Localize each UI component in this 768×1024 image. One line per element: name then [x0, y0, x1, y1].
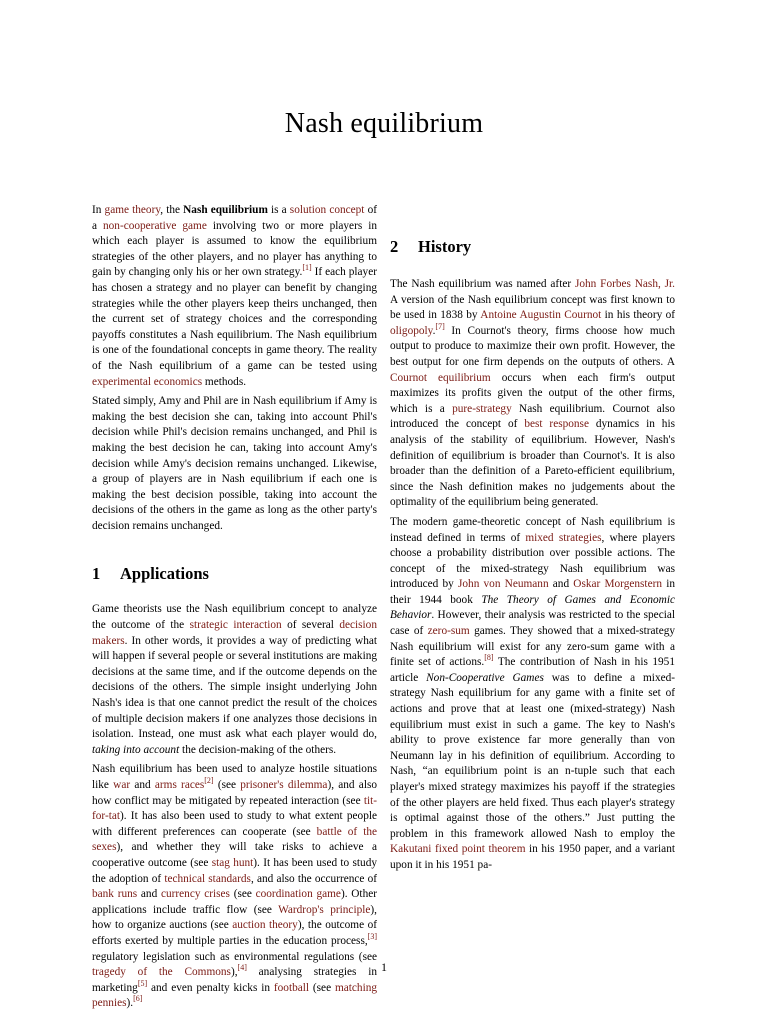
- link-cournot-equilibrium[interactable]: Cournot equilibrium: [390, 371, 491, 384]
- bold-term: Nash equilibrium: [183, 204, 268, 216]
- link-prisoners-dilemma[interactable]: prisoner's dilemma: [240, 779, 328, 791]
- link-john-forbes-nash[interactable]: John Forbes Nash, Jr.: [574, 278, 676, 290]
- link-arms-races[interactable]: arms races: [154, 779, 205, 791]
- link-john-von-neumann[interactable]: John von Neumann: [458, 578, 549, 591]
- link-auction-theory[interactable]: auction theory: [232, 919, 298, 932]
- link-decision-makers[interactable]: decision makers: [92, 619, 377, 647]
- citation-8[interactable]: [8]: [484, 653, 494, 663]
- link-pure-strategy[interactable]: pure-strategy: [452, 402, 512, 415]
- link-solution-concept[interactable]: solution concept: [289, 204, 365, 216]
- intro-paragraph-2: Stated simply, Amy and Phil are in Nash equilibrium if Amy is making the best decision she can, taking into account Phil's decision while Phil's decision remains unchanged, and Phil is making the best decision he can, taking into account Amy's decision while Amy's decision remains unchanged. Likewise, a group of players are in Nash equilibrium if each one is making the best decision possible, taking into account the decisions of the others in the game as long as the other party's decision remains unchanged.: [92, 395, 377, 532]
- citation-2[interactable]: [2]: [204, 776, 214, 785]
- history-paragraph-1: The Nash equilibrium was named after John Forbes Nash, Jr. A version of the Nash equilibrium concept was first known to be used in 1838 by Antoine Augustin Cournot in his theory of oligopoly.[7] In Cournot's theory, firms choose how much output to produce to maximize their own profit. However, the best output for one firm depends on the outputs of others. A Cournot equilibrium occurs when each firm's output maximizes its profits given the output of the other firms, which is a pure-strategy Nash equilibrium. Cournot also introduced the concept of best response dynamics in his analysis of the stability of equilibrium. However, Nash's definition of equilibrium is broader than Cournot's. It is also broader than the definition of a Pareto-efficient equilibrium, since the Nash definition makes no judgements about the optimality of the equilibrium being generated.: [390, 278, 676, 509]
- history-paragraph-2: The modern game-theoretic concept of Nash equilibrium is instead defined in terms of mixed strategies, where players choose a probability distribution over possible actions. The concept of the mixed-strategy Nash equilibrium was introduced by John von Neumann and Oskar Morgenstern in their 1944 book The Theory of Games and Economic Behavior. However, their analysis was restricted to the special case of zero-sum games. They showed that a mixed-strategy Nash equilibrium will exist for any zero-sum game with a finite set of actions.[8] The contribution of Nash in his 1951 article Non-Cooperative Games was to define a mixed-strategy Nash equilibrium for any game with a finite set of actions and prove that at least one (mixed-strategy) Nash equilibrium must exist in such a game. The key to Nash's ability to prove existence far more generally than von Neumann lay in his definition of equilibrium. According to Nash, “an equilibrium point is an n-tuple such that each player's mixed strategy maximizes his payoff if the strategies of the other players are held fixed. Thus each player's strategy is optimal against those of the others.” Just putting the problem in this framework allowed Nash to employ the Kakutani fixed point theorem in his 1950 paper, and a variant upon it in his 1951 pa-: [390, 515, 676, 871]
- link-football[interactable]: football: [273, 981, 310, 994]
- link-technical-standards[interactable]: technical standards: [164, 872, 251, 885]
- link-matching-pennies[interactable]: matching pennies: [92, 981, 378, 1010]
- link-mixed-strategies[interactable]: mixed strategies: [525, 531, 602, 544]
- link-tit-for-tat[interactable]: tit-for-tat: [92, 794, 377, 823]
- citation-3[interactable]: [3]: [367, 931, 377, 941]
- citation-4[interactable]: [4]: [237, 963, 247, 973]
- link-strategic-interaction[interactable]: strategic interaction: [189, 619, 282, 632]
- link-war[interactable]: war: [113, 779, 131, 791]
- link-antoine-augustin-cournot[interactable]: Antoine Augustin Cournot: [480, 309, 602, 322]
- link-oligopoly[interactable]: oligopoly: [390, 324, 433, 337]
- page-title: Nash equilibrium: [284, 108, 484, 139]
- link-zero-sum[interactable]: zero-sum: [427, 625, 470, 638]
- link-game-theory[interactable]: game theory: [104, 204, 161, 216]
- link-currency-crises[interactable]: currency crises: [160, 888, 230, 901]
- citation-6[interactable]: [6]: [133, 994, 143, 1004]
- page-number: 1: [381, 960, 387, 974]
- link-non-cooperative-game[interactable]: non-cooperative game: [103, 219, 207, 232]
- link-best-response[interactable]: best response: [524, 418, 589, 431]
- link-coordination-game[interactable]: coordination game: [255, 888, 341, 901]
- link-experimental-economics[interactable]: experimental economics: [92, 375, 203, 388]
- left-column: [92, 203, 377, 1016]
- italic-book-title: The Theory of Games and Economic Behavior: [390, 593, 675, 622]
- citation-5[interactable]: [5]: [137, 978, 148, 988]
- italic-article-title: Non-Cooperative Games: [426, 671, 544, 684]
- applications-paragraph-2: Nash equilibrium has been used to analyze hostile situations like war and arms races[2] (see prisoner's dilemma), and also how conflict may be mitigated by repeated interaction (see tit-for-tat). It has also been used to study to what extent people with different preferences can cooperate (see battle of the sexes), and whether they will take risks to achieve a cooperative outcome (see stag hunt). It has been used to study the adoption of technical standards, and also the occurrence of bank runs and currency crises (see coordination game). Other applications include traffic flow (see Wardrop's principle), how to organize auctions (see auction theory), the outcome of efforts exerted by multiple parties in the education process,[3] regulatory legislation such as environmental regulations (see tragedy of the Commons),[4] analysing strategies in marketing[5] and even penalty kicks in football (see matching pennies).[6]: [92, 763, 378, 1010]
- link-battle-of-the-sexes[interactable]: battle of the sexes: [92, 825, 378, 854]
- link-wardrops-principle[interactable]: Wardrop's principle: [278, 903, 371, 916]
- link-bank-runs[interactable]: bank runs: [92, 888, 138, 901]
- link-oskar-morgenstern[interactable]: Oskar Morgenstern: [573, 578, 662, 591]
- link-kakutani-fixed-point-theorem[interactable]: Kakutani fixed point theorem: [390, 843, 526, 856]
- section-heading-history: 2 History: [390, 237, 472, 256]
- citation-1[interactable]: [1]: [302, 263, 312, 273]
- right-column: [390, 203, 675, 878]
- applications-paragraph-1: Game theorists use the Nash equilibrium concept to analyze the outcome of the strategic interaction of several decision makers. In other words, it provides a way of predicting what will happen if several people or several institutions are making decisions at the same time, and if the outcome depends on the decisions of the others. The simple insight underlying John Nash's idea is that one cannot predict the result of the choices of multiple decision makers if one analyzes those decisions in isolation. Instead, one must ask what each player would do, taking into account the decision-making of the others.: [92, 603, 377, 756]
- intro-paragraph-1: In game theory, the Nash equilibrium is a solution concept of a non-cooperative game involving two or more players in which each player is assumed to know the equilibrium strategies of the other players, and no player has anything to gain by changing only his or her own strategy.[1] If each player has chosen a strategy and no player can benefit by changing strategies while the other players keep theirs unchanged, then the current set of strategy choices and the corresponding payoffs constitutes a Nash equilibrium. The Nash equilibrium is one of the foundational concepts in game theory. The reality of the Nash equilibrium of a game can be tested using experimental economics methods.: [92, 204, 377, 388]
- link-stag-hunt[interactable]: stag hunt: [211, 856, 254, 869]
- link-tragedy-of-the-commons[interactable]: tragedy of the Commons: [92, 966, 231, 979]
- italic-term: taking into account: [92, 743, 180, 756]
- section-heading-applications: 1 Applications: [92, 564, 209, 584]
- citation-7[interactable]: [7]: [435, 321, 445, 331]
